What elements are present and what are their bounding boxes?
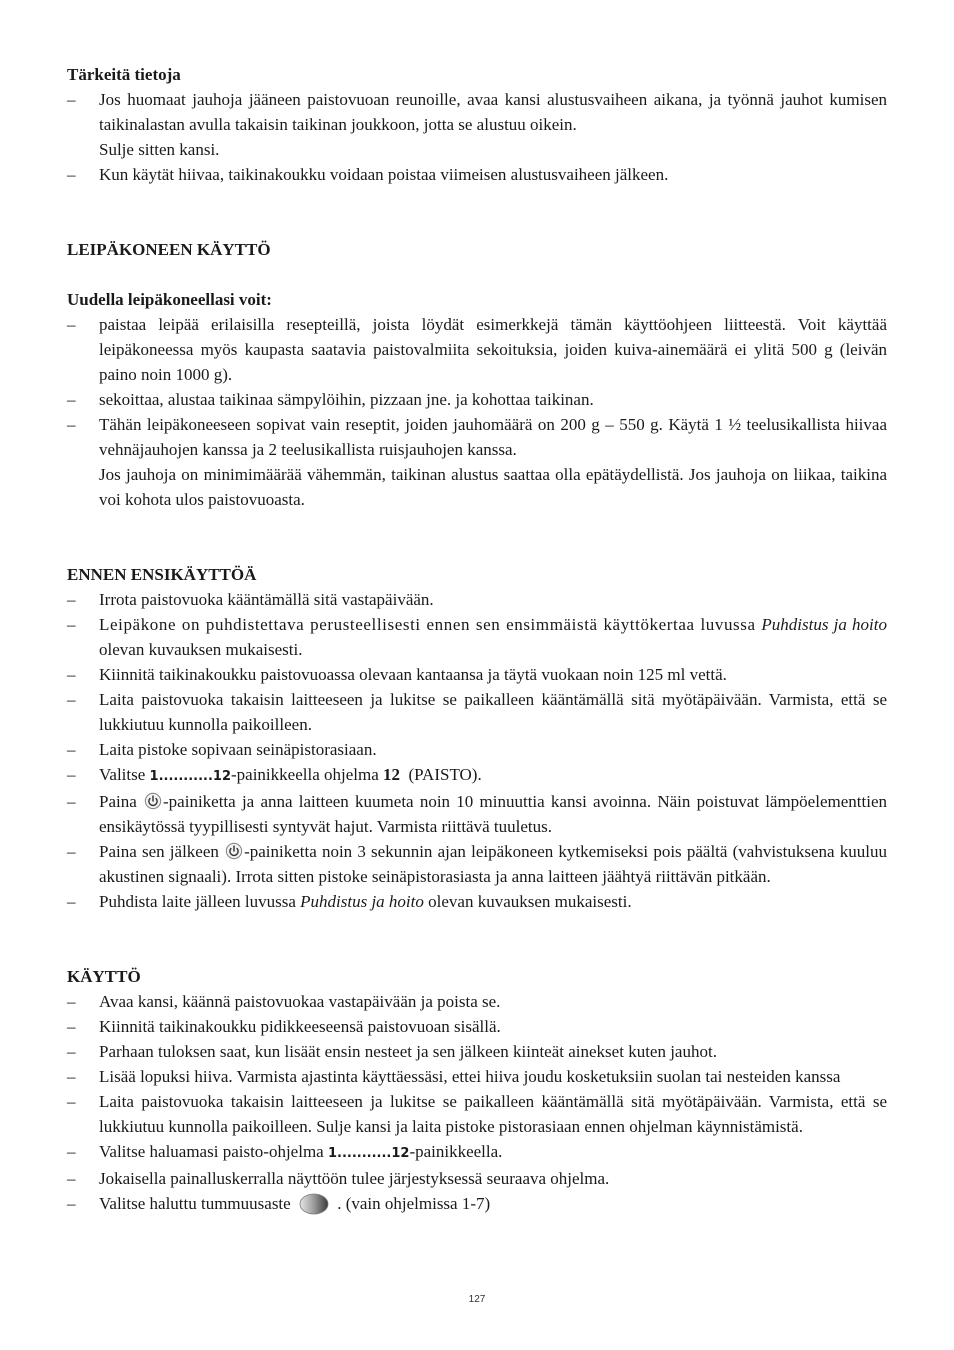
list-item: – Laita paistovuoka takaisin laitteeseen ja lukitse se paikalleen kääntämällä sitä myötäpäivään. Varmista, että se lukkiutuu kunnolla paikoilleen. (67, 687, 887, 737)
list-item: – Irrota paistovuoka kääntämällä sitä vastapäivään. (67, 587, 887, 612)
list-item: – Kiinnitä taikinakoukku paistovuoassa olevaan kantaansa ja täytä vuokaan noin 125 ml vettä. (67, 662, 887, 687)
list-item: – Jos huomaat jauhoja jääneen paistovuoan reunoille, avaa kansi alustusvaiheen aikana, ja työnnä jauhot kumisen taikinalastan avulla takaisin taikinan joukkoon, jotta se alustuu oikein. Sulje sitten kansi. (67, 87, 887, 162)
list-item: – Paina -painiketta ja anna laitteen kuumeta noin 10 minuuttia kansi avoinna. Näin poistuvat lämpöelementtien ensikäytössä tyypillisesti syntyvät hajut. Varmista riittävä tuuletus. (67, 789, 887, 839)
list-item: – Tähän leipäkoneeseen sopivat vain reseptit, joiden jauhomäärä on 200 g – 550 g. Käytä 1 ½ teelusikallista hiivaa vehnäjauhojen kanssa ja 2 teelusikallista ruisjauhojen kanssa. Jos jauhoja on minimimäärää vähemmän, taikinan alustus saattaa olla epätäydellistä. Jos jauhoja on liikaa, taikina voi kohota ulos paistovuoasta. (67, 412, 887, 512)
list-item: – Jokaisella painalluskerralla näyttöön tulee järjestyksessä seuraava ohjelma. (67, 1166, 887, 1191)
list-item: – Avaa kansi, käännä paistovuokaa vastapäivään ja poista se. (67, 989, 887, 1014)
before-first-use-section (67, 562, 887, 914)
list-item: – Laita pistoke sopivaan seinäpistorasiaan. (67, 737, 887, 762)
list-item: – Valitse 1...........12-painikkeella ohjelma 12 (PAISTO). (67, 762, 887, 789)
list-item: – Puhdista laite jälleen luvussa Puhdistus ja hoito olevan kuvauksen mukaisesti. (67, 889, 887, 914)
before-title: ENNEN ENSIKÄYTTÖÄ (67, 565, 257, 584)
page-number: 127 (468, 1294, 486, 1305)
list-item: – Kun käytät hiivaa, taikinakoukku voidaan poistaa viimeisen alustusvaiheen jälkeen. (67, 162, 887, 187)
list-item: – Lisää lopuksi hiiva. Varmista ajastinta käyttäessäsi, ettei hiiva joudu kosketuksiin suolan tai nesteiden kanssa (67, 1064, 887, 1089)
power-button-icon (144, 792, 162, 810)
list-item: – paistaa leipää erilaisilla resepteillä, joista löydät esimerkkejä tämän käyttöohjeen liitteestä. Voit käyttää leipäkoneessa myös kaupasta saatavia paistovalmiita sekoituksia, joiden kuiva-ainemäärä ei ylitä 500 g (leivän paino noin 1000 g). (67, 312, 887, 387)
operation-section (67, 964, 887, 1216)
document-page (67, 62, 887, 1216)
list-item: – Laita paistovuoka takaisin laitteeseen ja lukitse se paikalleen kääntämällä sitä myötäpäivään. Varmista, että se lukkiutuu kunnolla paikoilleen. Sulje kansi ja laita pistoke pistorasiaan ennen ohjelman käynnistämistä. (67, 1089, 887, 1139)
list-item: – Valitse haluamasi paisto-ohjelma 1...........12-painikkeella. (67, 1139, 887, 1166)
list-item: – Paina sen jälkeen -painiketta noin 3 sekunnin ajan leipäkoneen kytkemiseksi pois päältä (vahvistuksena kuuluu akustinen signaali). Irrota sitten pistoke seinäpistorasiasta ja anna laitteen jäähtyä riittävän pitkään. (67, 839, 887, 889)
usage-list (67, 312, 887, 512)
important-section (67, 62, 887, 187)
power-button-icon (225, 842, 243, 860)
operation-list (67, 989, 887, 1216)
list-item: – Valitse haluttu tummuusaste . (vain ohjelmissa 1-7) (67, 1191, 887, 1216)
program-range-label: 1...........12 (327, 1146, 410, 1161)
list-item: – Kiinnitä taikinakoukku pidikkeeseensä paistovuoan sisällä. (67, 1014, 887, 1039)
usage-title: LEIPÄKONEEN KÄYTTÖ (67, 240, 271, 259)
before-list (67, 587, 887, 914)
important-title: Tärkeitä tietoja (67, 65, 181, 84)
list-item: – Parhaan tuloksen saat, kun lisäät ensin nesteet ja sen jälkeen kiinteät ainekset kuten jauhot. (67, 1039, 887, 1064)
list-item: – sekoittaa, alustaa taikinaa sämpylöihin, pizzaan jne. ja kohottaa taikinan. (67, 387, 887, 412)
list-item: – Leipäkone on puhdistettava perusteellisesti ennen sen ensimmäistä käyttökertaa luvussa Puhdistus ja hoito olevan kuvauksen mukaisesti. (67, 612, 887, 662)
usage-subtitle: Uudella leipäkoneellasi voit: (67, 290, 272, 309)
crust-shade-icon (299, 1193, 329, 1215)
program-range-label: 1...........12 (149, 769, 231, 784)
important-list (67, 87, 887, 187)
usage-section (67, 237, 887, 512)
operation-title: KÄYTTÖ (67, 967, 141, 986)
